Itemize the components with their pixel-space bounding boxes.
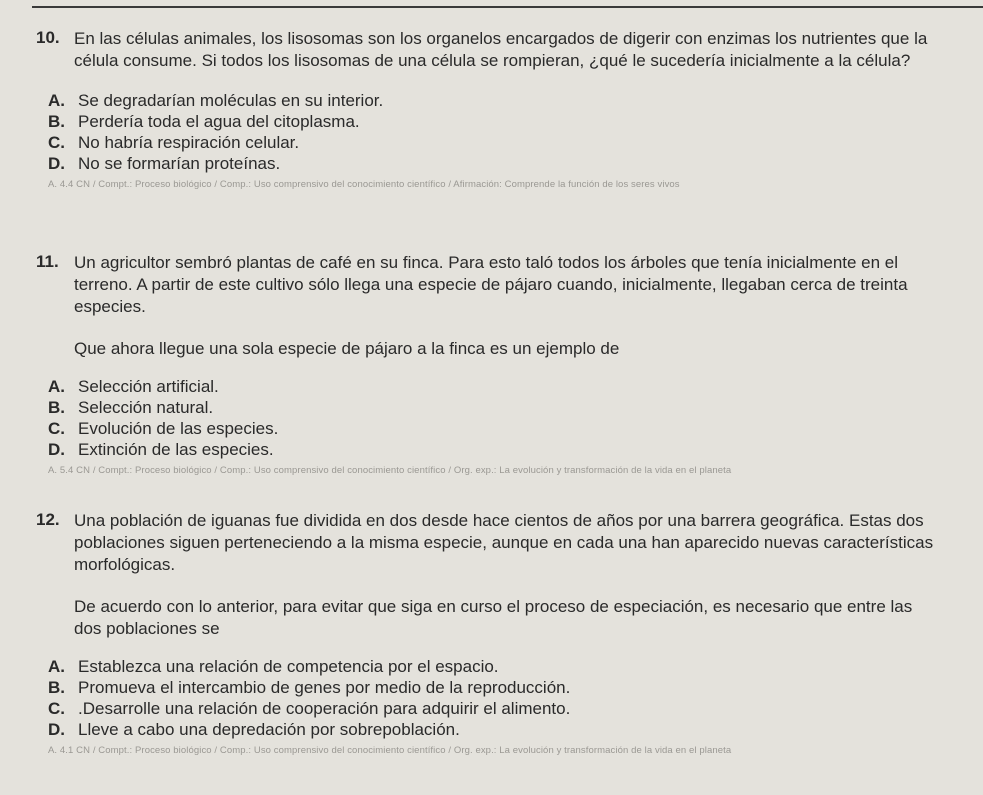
option-a[interactable]: A. Selección artificial.: [48, 377, 219, 396]
options-list: [48, 90, 936, 174]
question-stem: Un agricultor sembró plantas de café en su finca. Para esto taló todos los árboles que tenía inicialmente en el terreno. A partir de este cultivo sólo llega una especie de pájaro cuando, inicialmente, llegaban cerca de treinta especies.: [74, 253, 908, 316]
option-a[interactable]: A. Se degradarían moléculas en su interior.: [48, 91, 384, 110]
option-b[interactable]: B. Promueva el intercambio de genes por medio de la reproducción.: [48, 678, 571, 697]
question-metadata: A. 4.1 CN / Compt.: Proceso biológico / Comp.: Uso comprensivo del conocimiento científico / Org. exp.: La evolución y transformación de la vida en el planeta: [48, 745, 732, 756]
option-b[interactable]: B. Selección natural.: [48, 398, 214, 417]
option-a[interactable]: A. Establezca una relación de competencia por el espacio.: [48, 657, 499, 676]
option-c[interactable]: C. .Desarrolle una relación de cooperación para adquirir el alimento.: [48, 699, 571, 718]
option-c[interactable]: C. No habría respiración celular.: [48, 133, 300, 152]
option-b[interactable]: B. Perdería toda el agua del citoplasma.: [48, 112, 360, 131]
question-metadata: A. 5.4 CN / Compt.: Proceso biológico / Comp.: Uso comprensivo del conocimiento científico / Org. exp.: La evolución y transformación de la vida en el planeta: [48, 465, 732, 476]
question-stem: En las células animales, los lisosomas son los organelos encargados de digerir con enzimas los nutrientes que la célula consume. Si todos los lisosomas de una célula se rompieran, ¿qué le sucedería inicialmente a la célula?: [74, 29, 928, 70]
question-prompt: Que ahora llegue una sola especie de pájaro a la finca es un ejemplo de: [74, 339, 620, 358]
question-number: 10.: [36, 28, 60, 47]
option-d[interactable]: D. No se formarían proteínas.: [48, 154, 281, 173]
question-metadata: A. 4.4 CN / Compt.: Proceso biológico / Comp.: Uso comprensivo del conocimiento científico / Afirmación: Comprende la función de los seres vivos: [48, 179, 680, 190]
option-d[interactable]: D. Extinción de las especies.: [48, 440, 274, 459]
options-list: [48, 656, 936, 740]
question-11: [36, 252, 936, 477]
question-number: 11.: [36, 252, 59, 271]
question-stem: Una población de iguanas fue dividida en dos desde hace cientos de años por una barrera geográfica. Estas dos poblaciones siguen perteneciendo a la misma especie, aunque en cada una han aparecido nuevas características morfológicas.: [74, 511, 934, 574]
options-list: [48, 376, 936, 460]
question-10: [36, 28, 936, 191]
option-c[interactable]: C. Evolución de las especies.: [48, 419, 279, 438]
option-d[interactable]: D. Lleve a cabo una depredación por sobrepoblación.: [48, 720, 460, 739]
question-12: [36, 510, 936, 757]
question-number: 12.: [36, 510, 60, 529]
top-rule: [32, 6, 983, 8]
question-prompt: De acuerdo con lo anterior, para evitar que siga en curso el proceso de especiación, es necesario que entre las dos poblaciones se: [74, 597, 913, 638]
